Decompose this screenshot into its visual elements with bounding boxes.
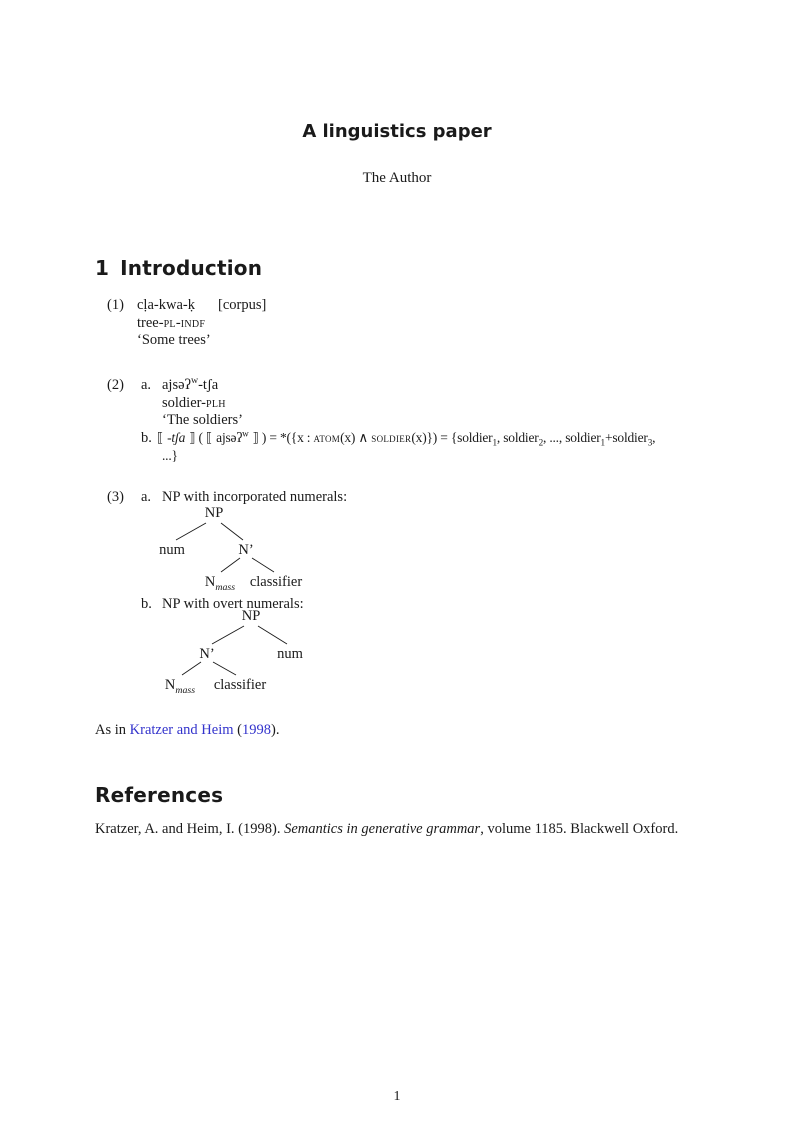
section-number: 1	[95, 256, 110, 280]
example-2a-source-line: ajsəʔ$^w$-tʃa	[162, 375, 219, 393]
citation-post-text: ).	[271, 722, 280, 738]
example-2a-label: a.	[141, 377, 152, 393]
example-1-translation-line: ‘Some trees’	[137, 332, 211, 348]
citation-pre-text: As in	[95, 722, 130, 738]
example-2b-denotation-line2: ...}	[162, 448, 178, 463]
tree-b-node-np: NP	[241, 608, 261, 624]
tree-b-node-nmass: $N_{mass}$	[164, 677, 196, 696]
citation-link-authors[interactable]: Kratzer and Heim	[129, 722, 234, 738]
example-3b-label: b.	[141, 596, 152, 612]
example-3-number: (3)	[107, 489, 124, 505]
references-heading: References	[95, 783, 224, 807]
tree-a-node-num: num	[159, 542, 185, 558]
citation-link-year[interactable]: 1998	[242, 722, 271, 738]
tree-a-node-classifier: classifier	[249, 574, 303, 590]
example-2a-translation-line: ‘The soldiers’	[162, 412, 243, 428]
example-1-gloss-line: tree-pl-indf	[137, 314, 206, 331]
example-2b-label: b.	[141, 430, 152, 446]
example-3a-label: a.	[141, 489, 152, 505]
example-2a-gloss-line: soldier-plh	[162, 394, 226, 411]
example-1-body	[137, 297, 266, 350]
citation-paragraph	[95, 722, 279, 739]
example-3b-caption: NP with overt numerals:	[162, 596, 304, 612]
paper-author: The Author	[362, 170, 432, 186]
section-heading-introduction	[95, 256, 262, 280]
tree-a-node-nmass: $N_{mass}$	[204, 574, 236, 593]
citation-mid-text: (	[233, 722, 242, 738]
reference-entry: Kratzer, A. and Heim, I. (1998). Semantics in generative grammar, volume 1185. Blackwell Oxford.	[95, 821, 679, 837]
example-2a-body	[162, 377, 243, 430]
tree-b-node-nbar: N’	[199, 646, 215, 662]
section-title: Introduction	[120, 256, 263, 280]
example-1-corpus-tag: [corpus]	[218, 297, 267, 313]
tree-b-node-classifier: classifier	[213, 677, 267, 693]
page-number: 1	[393, 1089, 401, 1104]
tree-a-node-np: NP	[204, 505, 224, 521]
tree-a-node-nbar: N’	[238, 542, 254, 558]
example-1-source-line	[137, 297, 266, 315]
example-2-number: (2)	[107, 377, 124, 393]
example-2b-denotation-line1: ⟦ -tʃa ⟧ ( ⟦ ajsəʔ$^w$ ⟧ ) = *({x : atom(x) ∧ soldier(x)}) = {soldier$_1$, soldier$_2$, ..., soldier$_1$+soldier$_3$,	[157, 428, 656, 448]
paper-title: A linguistics paper	[302, 121, 492, 142]
example-3a-caption: NP with incorporated numerals:	[162, 489, 348, 505]
example-1-source: cḷa-kwa-ḳ	[137, 297, 195, 313]
tree-b-node-num: num	[277, 646, 303, 662]
example-1-number: (1)	[107, 297, 124, 313]
